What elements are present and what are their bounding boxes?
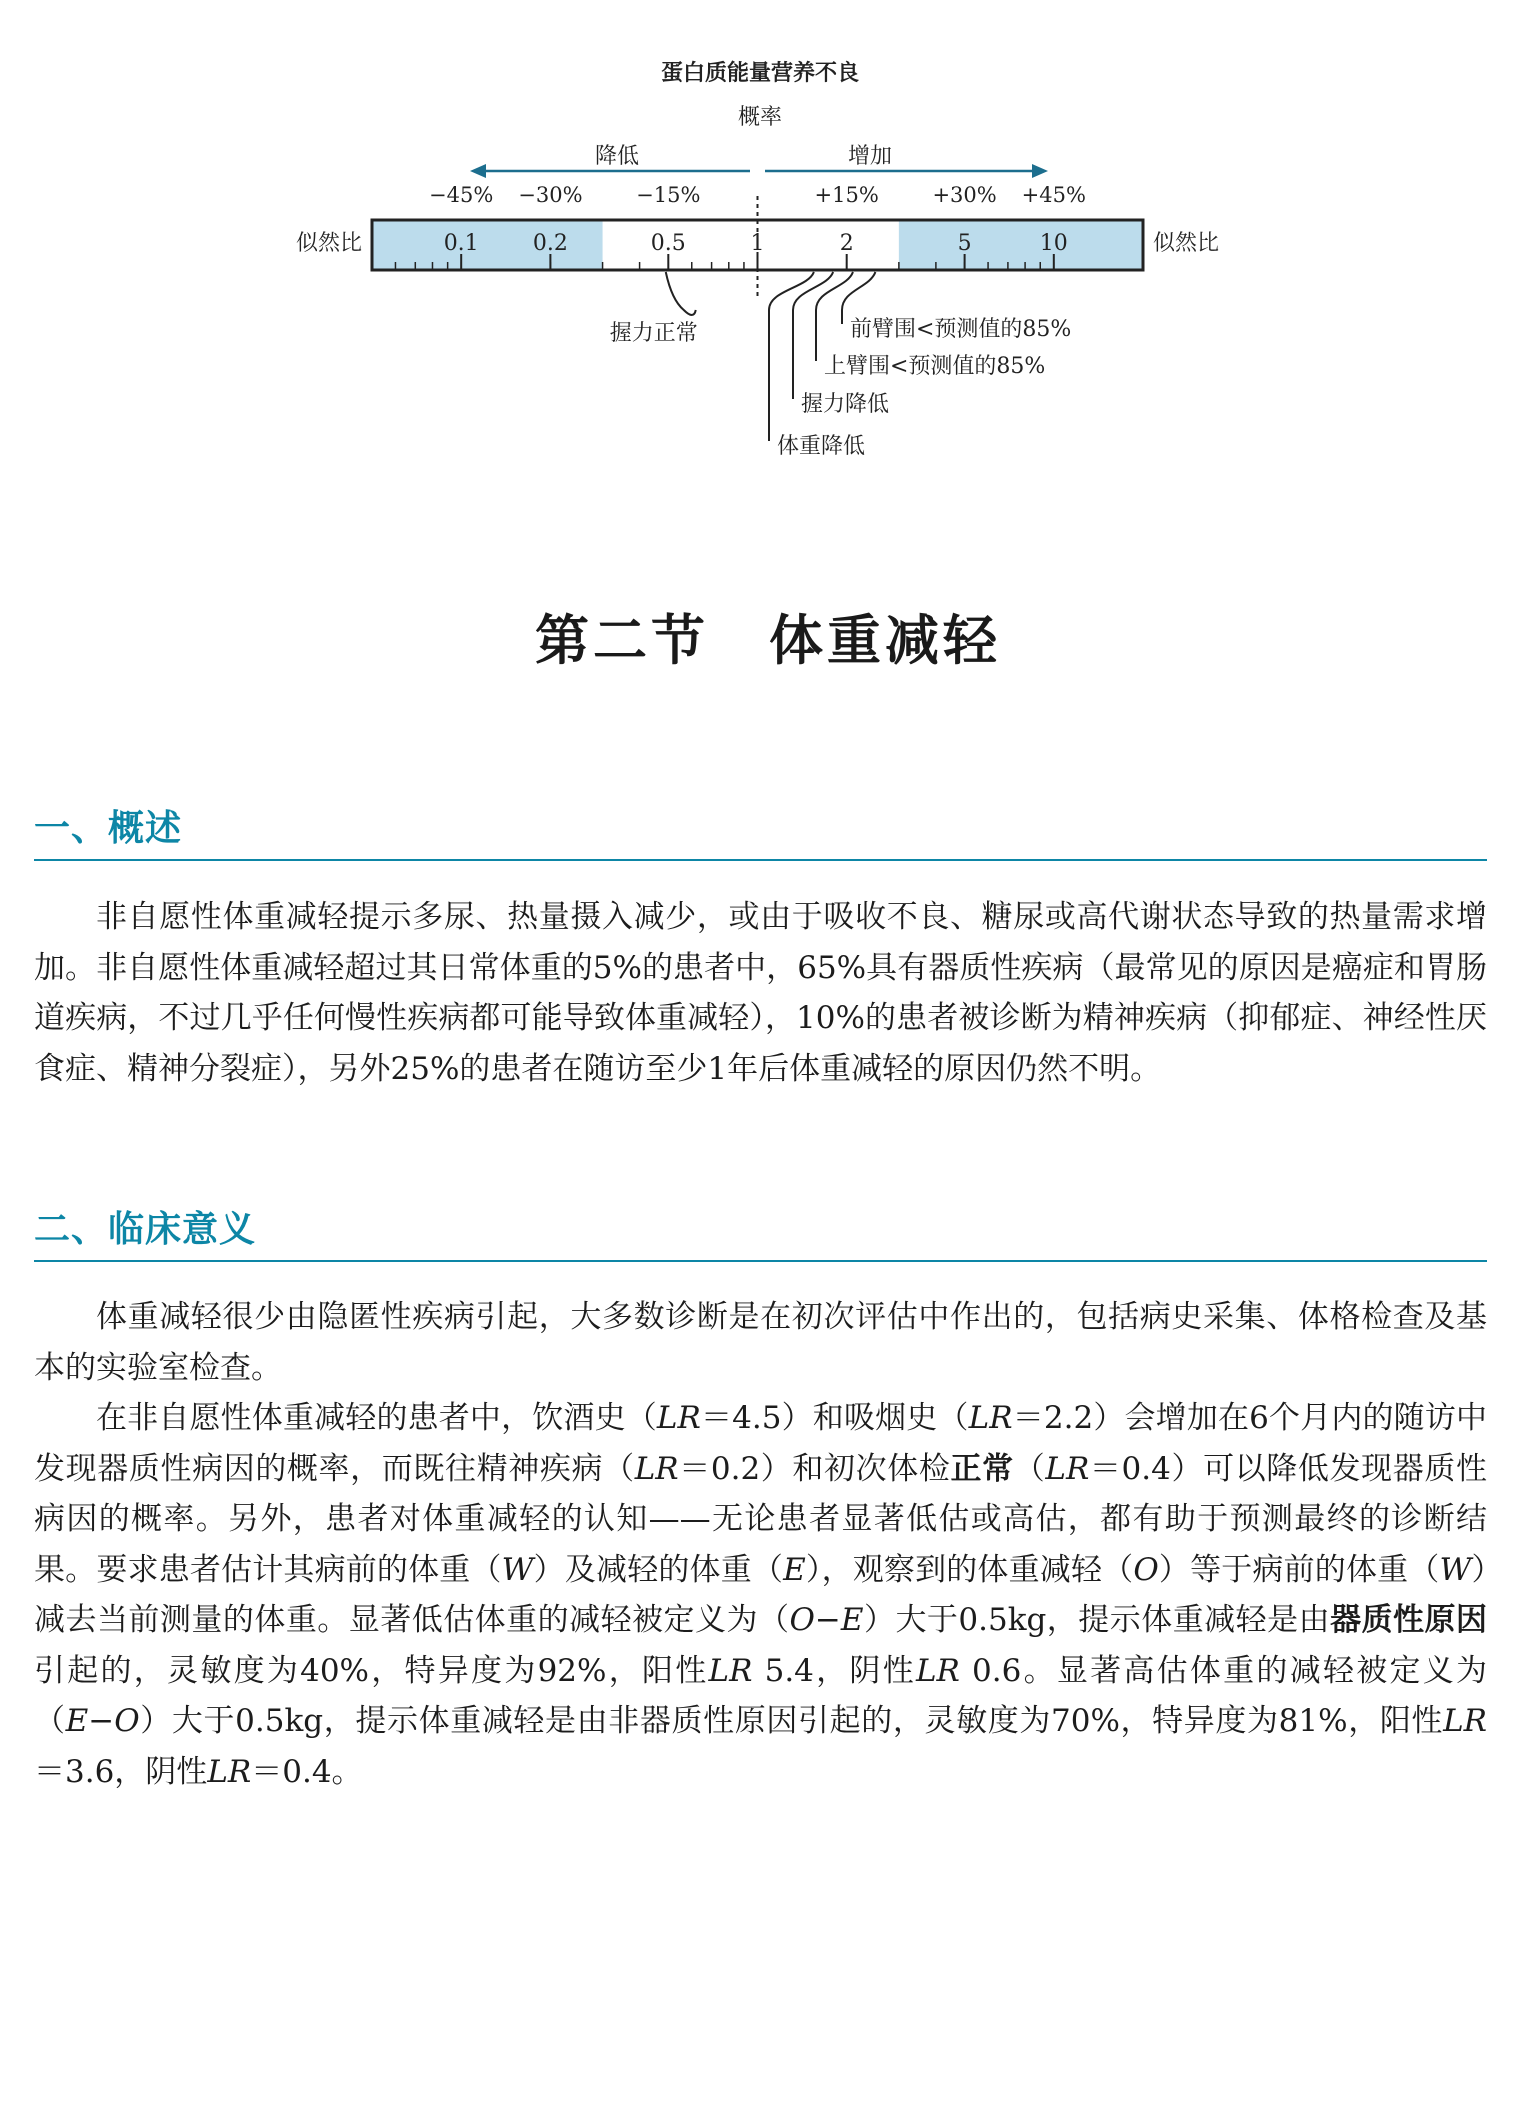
emphasis-normal: 正常 — [950, 1450, 1014, 1487]
lr-chart — [0, 0, 1536, 480]
finding-label: 握力正常 — [609, 321, 698, 346]
chart-title: 蛋白质能量营养不良 — [660, 61, 860, 86]
increase-label: 增加 — [847, 144, 893, 169]
tick-label: 1 — [750, 231, 765, 256]
axis-label-right: 似然比 — [1153, 231, 1220, 256]
heading-overview: 一、概述 — [34, 800, 1487, 861]
axis-label-left: 似然比 — [295, 231, 362, 256]
section-number: 第二节 — [535, 609, 709, 672]
section-name: 体重减轻 — [769, 609, 1001, 672]
finding-label: 体重降低 — [777, 434, 866, 459]
paragraph-significance-2: 在非自愿性体重减轻的患者中，饮酒史（LR＝4.5）和吸烟史（LR＝2.2）会增加在6个月内的随访中发现器质性病因的概率，而既往精神疾病（LR＝0.2）和初次体检正常（LR＝0.4）可以降低发现器质性病因的概率。另外，患者对体重减轻的认知——无论患者显著低估或高估，都有助于预测最终的诊断结果。要求患者估计其病前的体重（W）及减轻的体重（E），观察到的体重减轻（O）等于病前的体重（W）减去当前测量的体重。显著低估体重的减轻被定义为（O−E）大于0.5kg，提示体重减轻是由器质性原因引起的，灵敏度为40%，特异度为92%，阳性LR 5.4，阴性LR 0.6。显著高估体重的减轻被定义为（E−O）大于0.5kg，提示体重减轻是由非器质性原因引起的，灵敏度为70%，特异度为81%，阳性LR＝3.6，阴性LR＝0.4。 — [34, 1400, 1488, 1790]
tick-label: 5 — [957, 231, 972, 256]
tick-label: 10 — [1039, 231, 1068, 256]
tick-label: 2 — [839, 231, 854, 256]
percent-label: −30% — [518, 183, 583, 207]
leader-line — [666, 272, 696, 315]
decrease-label: 降低 — [594, 144, 640, 169]
probability-label: 概率 — [737, 105, 783, 130]
finding-label: 前臂围<预测值的85% — [850, 317, 1072, 342]
heading-significance: 二、临床意义 — [34, 1201, 1487, 1262]
paragraph-overview: 非自愿性体重减轻提示多尿、热量摄入减少，或由于吸收不良、糖尿或高代谢状态导致的热量需求增加。非自愿性体重减轻超过其日常体重的5%的患者中，65%具有器质性疾病（最常见的原因是癌症和胃肠道疾病，不过几乎任何慢性疾病都可能导致体重减轻），10%的患者被诊断为精神疾病（抑郁症、神经性厌食症、精神分裂症），另外25%的患者在随访至少1年后体重减轻的原因仍然不明。 — [34, 899, 1487, 1087]
leader-line — [793, 272, 833, 399]
section-title — [0, 598, 1536, 675]
tick-label: 0.2 — [532, 231, 568, 256]
finding-label: 上臂围<预测值的85% — [824, 354, 1046, 379]
percent-label: −45% — [429, 183, 494, 207]
tick-label: 0.5 — [650, 231, 686, 256]
tick-label: 0.1 — [443, 231, 479, 256]
finding-label: 握力降低 — [801, 392, 890, 417]
increase-arrow — [765, 164, 1048, 178]
lr-figure — [0, 0, 1536, 480]
percent-label: +15% — [814, 183, 879, 207]
percent-label: +30% — [932, 183, 997, 207]
shaded-range-0 — [372, 220, 603, 270]
paragraph-significance-1: 体重减轻很少由隐匿性疾病引起，大多数诊断是在初次评估中作出的，包括病史采集、体格检查及基本的实验室检查。 — [34, 1299, 1487, 1386]
emphasis-organic-cause: 器质性原因 — [1330, 1602, 1488, 1638]
percent-label: +45% — [1021, 183, 1086, 207]
percent-label: −15% — [636, 183, 701, 207]
leader-line — [816, 272, 853, 361]
